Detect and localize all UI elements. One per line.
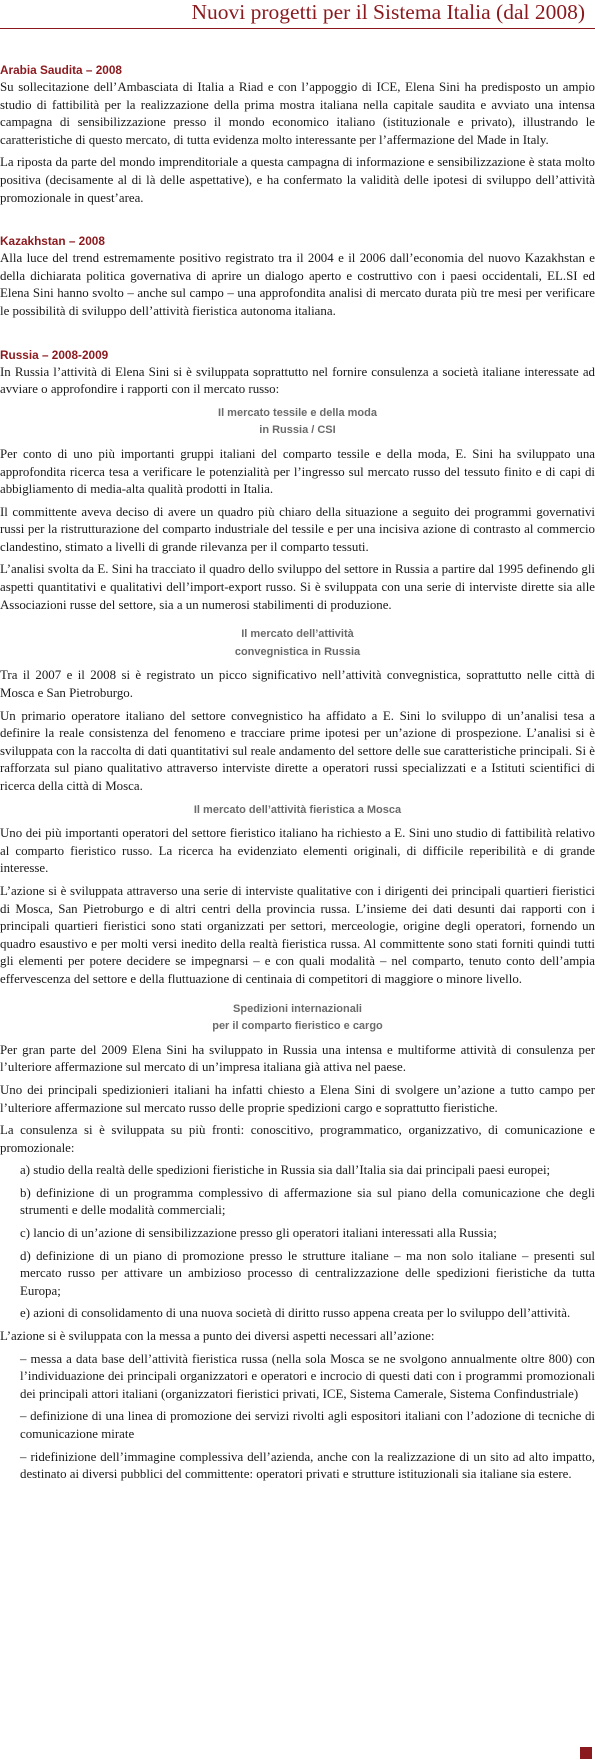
list-item: c) lancio di un’azione di sensibilizzazione presso gli operatori italiani interessati alla Russia;: [20, 1226, 497, 1241]
paragraph: In Russia l’attività di Elena Sini si è sviluppata soprattutto nel fornire consulenza a società italiane interessate ad avviare o approfondire i rapporti con il mercato russo:: [0, 364, 595, 397]
paragraph: Il committente aveva deciso di avere un quadro più chiaro della situazione a seguito dei programmi governativi russi per la ristrutturazione del comparto industriale del tessile e per una incisiva azione di contrasto al commercio clandestino, stimato a livelli di grande rilevanza per il comparto tessuti.: [0, 504, 595, 554]
paragraph: L’analisi svolta da E. Sini ha tracciato il quadro dello sviluppo del settore in Russia a partire dal 1995 definendo gli aspetti quantitativi e qualitativi dell’import-export russo. Si è sviluppata con una serie di interviste dirette sia alle Associazioni russe del settore, sia a un numerosi stabilimenti di produzione.: [0, 562, 595, 612]
page-corner-marker: [580, 1747, 592, 1759]
paragraph: Un primario operatore italiano del settore convegnistico ha affidato a E. Sini lo sviluppo di un’analisi tesa a definire la reale consistenza del fenomeno e tracciare prime ipotesi per un’azione di prospezione. L’analisi si è sviluppata con la raccolta di dati quantitativi sul reale andamento del settore delle sue caratteristiche principali. Si è rafforzata sul piano qualitativo attraverso interviste dirette a operatori russi specializzati e a Istituti scientifici di ricerca della città di Mosca.: [0, 708, 595, 793]
section-kazakhstan: [0, 233, 595, 320]
list-item: e) azioni di consolidamento di una nuova società di diritto russo appena creata per lo sviluppo dell’attività.: [20, 1306, 571, 1321]
paragraph: Per conto di uno più importanti gruppi italiani del comparto tessile e della moda, E. Sini ha sviluppato una approfondita ricerca tesa a verificare le potenzialità per l’ingresso sul mercato russo del tessuto finito e di capi di abbigliamento di media-alta qualità prodotti in Italia.: [0, 446, 595, 497]
section-russia: [0, 347, 595, 1484]
paragraph: Uno dei più importanti operatori del settore fieristico italiano ha richiesto a E. Sini uno studio di fattibilità relativo al comparto fieristico russo. La ricerca ha evidenziato elementi originali, di difficile reperibilità e di grande interesse.: [0, 826, 595, 876]
paragraph: La riposta da parte del mondo imprenditoriale a questa campagna di informazione e sensibilizzazione è stata molto positiva (decisamente al di là delle aspettative), e ha confermato la validità delle ipotesi di sviluppo dell’attività promozionale in quest’area.: [0, 155, 595, 205]
paragraph: L’azione si è sviluppata con la messa a punto dei diversi aspetti necessari all’azione:: [0, 1329, 435, 1344]
document-body: [0, 62, 595, 1510]
paragraph: Su sollecitazione dell’Ambasciata di Italia a Riad e con l’appoggio di ICE, Elena Sini ha predisposto un ampio studio di fattibilità per la realizzazione della prima mostra italiana nella capitale saudita e avviato una intensa campagna di sensibilizzazione presso il mondo economico italiano (istituzionale e privato), illustrando le caratteristiche di questo mercato, di tutta evidenza molto interessante per l’affermazione del Made in Italy.: [0, 80, 595, 147]
paragraph: Per gran parte del 2009 Elena Sini ha sviluppato in Russia una intensa e multiforme attività di consulenza per l’ulteriore affermazione sul mercato di un’impresa italiana già attiva nel paese.: [0, 1042, 595, 1075]
paragraph: Alla luce del trend estremamente positivo registrato tra il 2004 e il 2006 dall’economia del nuovo Kazakhstan e della dichiarata politica governativa di aprire un dialogo aperto e costruttivo con i paesi occidentali, EL.SI ed Elena Sini hanno svolto – anche sul campo – una approfondita analisi di mercato durata più tre mesi per verificare le possibilità di sviluppo dell’attività fieristica autonoma italiana.: [0, 251, 595, 318]
subheading-shipping: Spedizioni internazionali per il comparto fieristico e cargo: [212, 1002, 383, 1033]
list-item: b) definizione di un programma complessivo di affermazione sia sul piano della comunicazione che degli strumenti e delle modalità commerciali;: [20, 1185, 595, 1218]
section-arabia: [0, 62, 595, 207]
paragraph: La consulenza si è sviluppata su più fronti: conoscitivo, programmatico, organizzativo, di comunicazione e promozionale:: [0, 1123, 595, 1155]
subheading-fairs-moscow: Il mercato dell’attività fieristica a Mosca: [193, 803, 402, 816]
section-title-kazakhstan: Kazakhstan – 2008: [0, 234, 105, 249]
section-title-russia: Russia – 2008-2009: [0, 347, 109, 362]
paragraph: Uno dei principali spedizionieri italiani ha infatti chiesto a Elena Sini di svolgere un’azione a tutto campo per l’ulteriore affermazione sul mercato russo delle proprie spedizioni cargo e soprattutto fieristiche.: [0, 1082, 595, 1115]
list-item: a) studio della realtà delle spedizioni fieristiche in Russia sia dall’Italia sia dai principali paesi europei;: [20, 1163, 551, 1178]
paragraph: Tra il 2007 e il 2008 si è registrato un picco significativo nell’attività convegnistica, soprattutto nelle città di Mosca e San Pietroburgo.: [0, 668, 595, 701]
header-divider: [0, 28, 595, 29]
list-item: – messa a data base dell’attività fieristica russa (nella sola Mosca se ne svolgono annualmente oltre 800) con l’individuazione dei principali organizzatori e operatori e incrocio di questi dati con i programmi promozionali dei principali attori italiani (organizzatori fieristici privati, ICE, Sistema Camerale, Sistema Confindustriale): [20, 1351, 595, 1401]
subheading-conventions: Il mercato dell’attività convegnistica in Russia: [234, 628, 361, 658]
paragraph: L’azione si è sviluppata attraverso una serie di interviste qualitative con i dirigenti dei principali quartieri fieristici di Mosca, San Pietroburgo e di altri centri della provincia russa. L’insieme dei dati desunti dai rapporti con i principali quartieri fieristici sono stati organizzati per settori, merceologie, origine degli operatori, fornendo un quadro esaustivo e per molti versi inedito della realtà fieristica russa. Al committente sono stati forniti quindi tutti gli elementi per potere decidere se impegnarsi – e con quali modalità – nel comparto, tenuto conto dell’ampia effervescenza del settore e della fluttuazione di centinaia di competitori di maggiore o minore livello.: [0, 883, 595, 986]
page-title: Nuovi progetti per il Sistema Italia (dal 2008): [191, 0, 585, 24]
list-item: – ridefinizione dell’immagine complessiva dell’azienda, anche con la realizzazione di un sito ad alto impatto, destinato ai diversi pubblici del committente: operatori privati e strutture istituzionali sia italiane sia estere.: [20, 1449, 595, 1482]
section-title-arabia: Arabia Saudita – 2008: [0, 63, 122, 77]
list-item: – definizione di una linea di promozione dei servizi rivolti agli espositori italiani con l’adozione di tecniche di comunicazione mirate: [20, 1409, 595, 1441]
subheading-textile: Il mercato tessile e della moda in Russia / CSI: [218, 406, 377, 437]
list-item: d) definizione di un piano di promozione presso le strutture italiane – ma non solo italiane – presenti sul mercato russo per attivare un ambizioso processo di centralizzazione delle spedizioni fieristiche da tutta Europa;: [20, 1248, 595, 1298]
